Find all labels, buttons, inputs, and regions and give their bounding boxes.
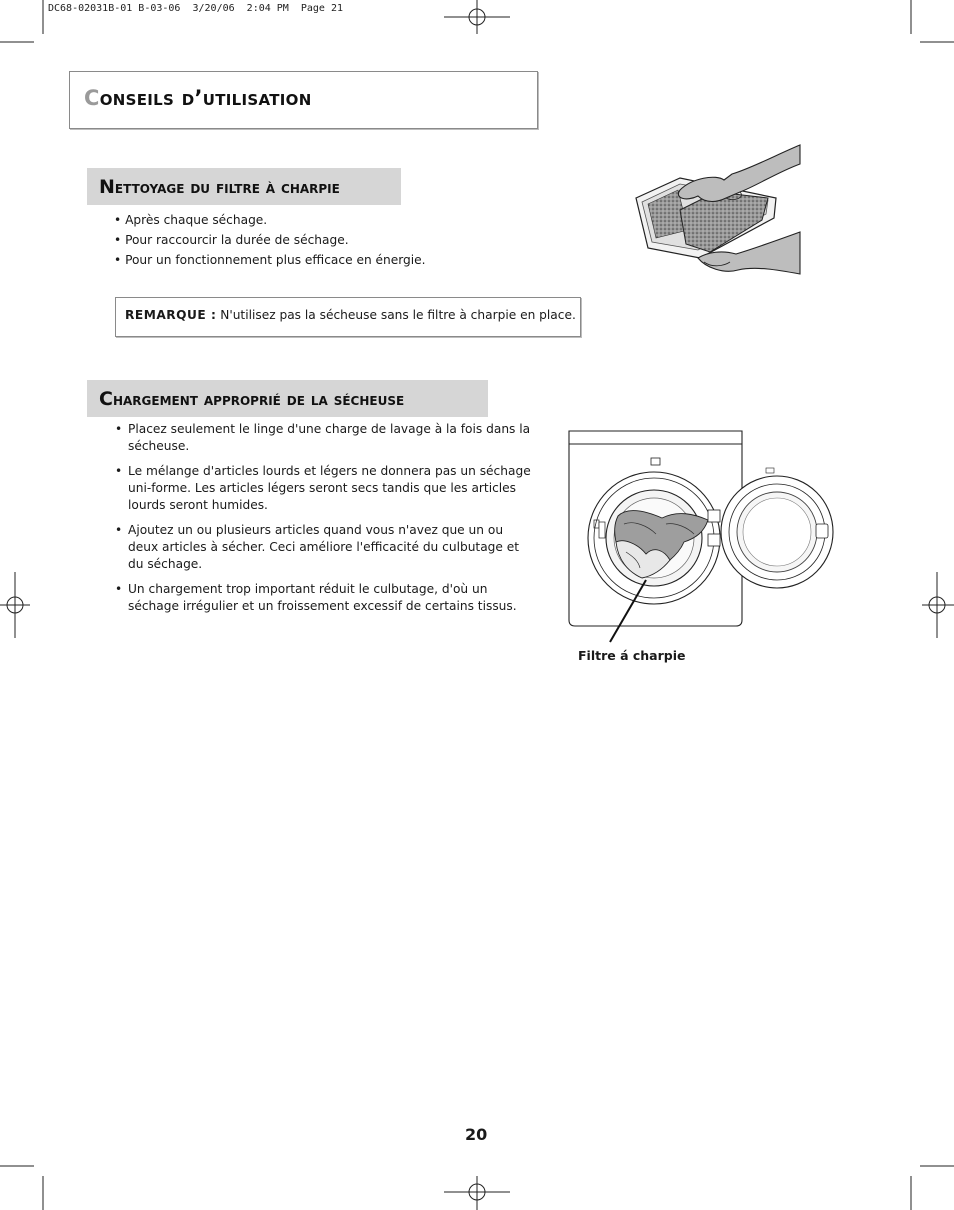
list-item-text: Ajoutez un ou plusieurs articles quand vous n'avez que un ou deux articles à sécher. Ceci améliore l'efficacité du culbutage et du séchage. — [128, 523, 520, 571]
page-title — [84, 86, 312, 110]
section-heading-filter — [87, 168, 401, 205]
lint-filter-illustration — [628, 140, 803, 285]
lint-filter-caption: Filtre á charpie — [578, 648, 686, 663]
list-item: • Pour un fonctionnement plus efficace en énergie. — [114, 253, 426, 267]
registration-mark-icon — [922, 572, 954, 638]
page-title-initial: C — [84, 86, 100, 110]
list-item — [115, 463, 535, 514]
list-item-text: Un chargement trop important réduit le culbutage, d'où un séchage irrégulier et un froissement excessif de certains tissus. — [128, 582, 517, 613]
bullet-mark: • — [115, 464, 123, 478]
section-heading-initial: C — [99, 388, 113, 410]
list-item-text: Le mélange d'articles lourds et légers ne donnera pas un séchage uni-forme. Les articles légers seront secs tandis que les articles lourds seront humides. — [128, 464, 531, 512]
list-item-text: Placez seulement le linge d'une charge de lavage à la fois dans la sécheuse. — [128, 422, 531, 453]
list-item: • Pour raccourcir la durée de séchage. — [114, 233, 349, 247]
page-title-rest: onseils d’utilisation — [99, 86, 312, 110]
registration-mark-icon — [444, 0, 510, 34]
bullet-mark: • — [115, 523, 123, 537]
section-heading-initial: N — [99, 176, 115, 198]
loading-bullet-list — [115, 421, 535, 623]
bullet-mark: • — [115, 422, 123, 436]
list-item — [115, 522, 535, 573]
list-item: • Après chaque séchage. — [114, 213, 268, 227]
list-item — [115, 421, 535, 455]
section-heading-rest: hargement approprié de la sécheuse — [112, 390, 405, 410]
note-text: N'utilisez pas la sécheuse sans le filtre à charpie en place. — [216, 308, 576, 322]
registration-mark-icon — [444, 1176, 510, 1210]
print-slug: DC68-02031B-01 B-03-06 3/20/06 2:04 PM Page 21 — [48, 3, 344, 14]
note-box — [115, 297, 581, 337]
section-heading-loading — [87, 380, 488, 417]
list-item — [115, 581, 535, 615]
note-label: REMARQUE : — [125, 308, 217, 322]
filter-bullet-list — [114, 210, 426, 270]
registration-mark-icon — [0, 572, 30, 638]
page-number: 20 — [465, 1125, 488, 1144]
section-heading-rest: ettoyage du filtre à charpie — [114, 178, 340, 198]
bullet-mark: • — [115, 582, 123, 596]
dryer-illustration — [566, 428, 836, 668]
title-box — [69, 71, 538, 129]
